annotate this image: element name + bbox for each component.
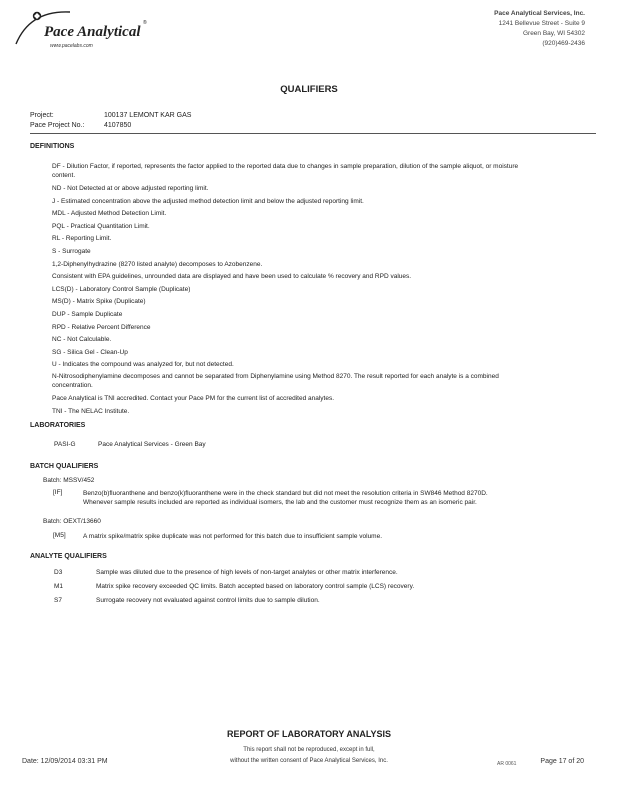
company-phone: (920)469-2436 (542, 40, 585, 47)
definition-item: NC - Not Calculable. (52, 336, 112, 344)
company-name: Pace Analytical Services, Inc. (494, 10, 585, 17)
qualifier-code: M1 (54, 583, 64, 590)
definition-item: MS(D) - Matrix Spike (Duplicate) (52, 298, 146, 306)
pace-project-value: 4107850 (104, 122, 132, 129)
definition-item: LCS(D) - Laboratory Control Sample (Duplicate) (52, 285, 191, 293)
company-street: 1241 Bellevue Street - Suite 9 (498, 20, 585, 27)
laboratory-name: Pace Analytical Services - Green Bay (98, 441, 206, 448)
definition-item: Consistent with EPA guidelines, unrounded data are displayed and have been used to calculate % recovery and RPD values. (52, 273, 412, 281)
qualifier-code: D3 (54, 569, 63, 576)
batch-label: Batch: MSSV/452 (43, 477, 95, 484)
definition-item: S - Surrogate (52, 247, 91, 255)
batch-qualifier-row (53, 489, 503, 507)
definition-item: U - Indicates the compound was analyzed for, but not detected. (52, 361, 234, 369)
batch-qualifiers-heading: BATCH QUALIFIERS (30, 463, 99, 470)
qualifier-code: S7 (54, 597, 62, 604)
definition-item: MDL - Adjusted Method Detection Limit. (52, 210, 167, 218)
qualifier-text: Matrix spike recovery exceeded QC limits. Batch accepted based on laboratory control sample (LCS) recovery. (96, 583, 415, 590)
definition-item: N-Nitrosodiphenylamine decomposes and cannot be separated from Diphenylamine using Method 8270. The result reported for each analyte is a combined concentration. (52, 372, 499, 389)
disclaimer-line: This report shall not be reproduced, except in full, (243, 747, 375, 753)
definition-item: ND - Not Detected at or above adjusted reporting limit. (52, 185, 209, 192)
batch-label: Batch: OEXT/13660 (43, 518, 101, 525)
definition-item: SG - Silica Gel - Clean-Up (52, 348, 128, 356)
divider (30, 133, 596, 134)
qualifier-text: A matrix spike/matrix spike duplicate was not performed for this batch due to insufficient sample volume. (83, 533, 383, 540)
qualifier-code: [IF] (53, 489, 63, 496)
definitions-list (52, 162, 522, 418)
analyte-qualifier-row (54, 597, 320, 604)
page-title: QUALIFIERS (280, 84, 338, 95)
definition-item: DUP - Sample Duplicate (52, 310, 123, 318)
definition-item: DF - Dilution Factor, if reported, represents the factor applied to the reported data due to changes in sample preparation, dilution of the sample aliquot, or moisture content. (52, 163, 519, 179)
definition-item: RPD - Relative Percent Difference (52, 323, 151, 331)
analyte-qualifier-row (54, 583, 414, 590)
laboratories-heading: LABORATORIES (30, 422, 86, 429)
laboratory-code: PASI-G (54, 441, 76, 448)
company-city: Green Bay, WI 54302 (522, 30, 585, 37)
logo-text: Pace Analytical (44, 24, 141, 40)
qualifier-text: Benzo(b)fluoranthene and benzo(k)fluoranthene were in the check standard but did not meet the resolution criteria in SW846 Method 8270D. Whenever sample results included are reported as individual isomers, the lab and the customer must recognize them as an isomeric pair. (83, 490, 488, 506)
analyte-qualifiers-heading: ANALYTE QUALIFIERS (30, 553, 107, 560)
qualifier-code: [M5] (53, 532, 66, 539)
batch-qualifier-row (53, 532, 503, 541)
pace-project-label: Pace Project No.: (30, 122, 85, 129)
definition-item: TNI - The NELAC Institute. (52, 407, 130, 415)
logo-url: www.pacelabs.com (50, 43, 93, 49)
page-number: Page 17 of 20 (540, 758, 584, 765)
qualifier-text: Surrogate recovery not evaluated against control limits due to sample dilution. (96, 597, 320, 604)
page-stamp: AR 0061 (497, 761, 517, 767)
disclaimer-line: without the written consent of Pace Analytical Services, Inc. (230, 758, 388, 764)
project-info (30, 111, 191, 131)
company-address (494, 9, 585, 49)
qualifier-text: Sample was diluted due to the presence of high levels of non-target analytes or other matrix interference. (96, 569, 398, 576)
definition-item: RL - Reporting Limit. (52, 235, 112, 243)
laboratory-row (54, 441, 206, 448)
svg-text:®: ® (143, 20, 147, 26)
project-label: Project: (30, 112, 54, 119)
definitions-heading: DEFINITIONS (30, 143, 75, 150)
definition-item: J - Estimated concentration above the adjusted method detection limit and below the adjusted reporting limit. (52, 197, 364, 205)
definition-item: PQL - Practical Quantitation Limit. (52, 222, 150, 230)
definition-item: Pace Analytical is TNI accredited. Contact your Pace PM for the current list of accredited analytes. (52, 394, 335, 402)
report-title: REPORT OF LABORATORY ANALYSIS (226, 729, 392, 739)
definition-item: 1,2-Diphenylhydrazine (8270 listed analyte) decomposes to Azobenzene. (52, 260, 263, 268)
analyte-qualifier-row (54, 569, 398, 576)
report-date: Date: 12/09/2014 03:31 PM (22, 758, 108, 765)
project-value: 100137 LEMONT KAR GAS (104, 112, 192, 119)
